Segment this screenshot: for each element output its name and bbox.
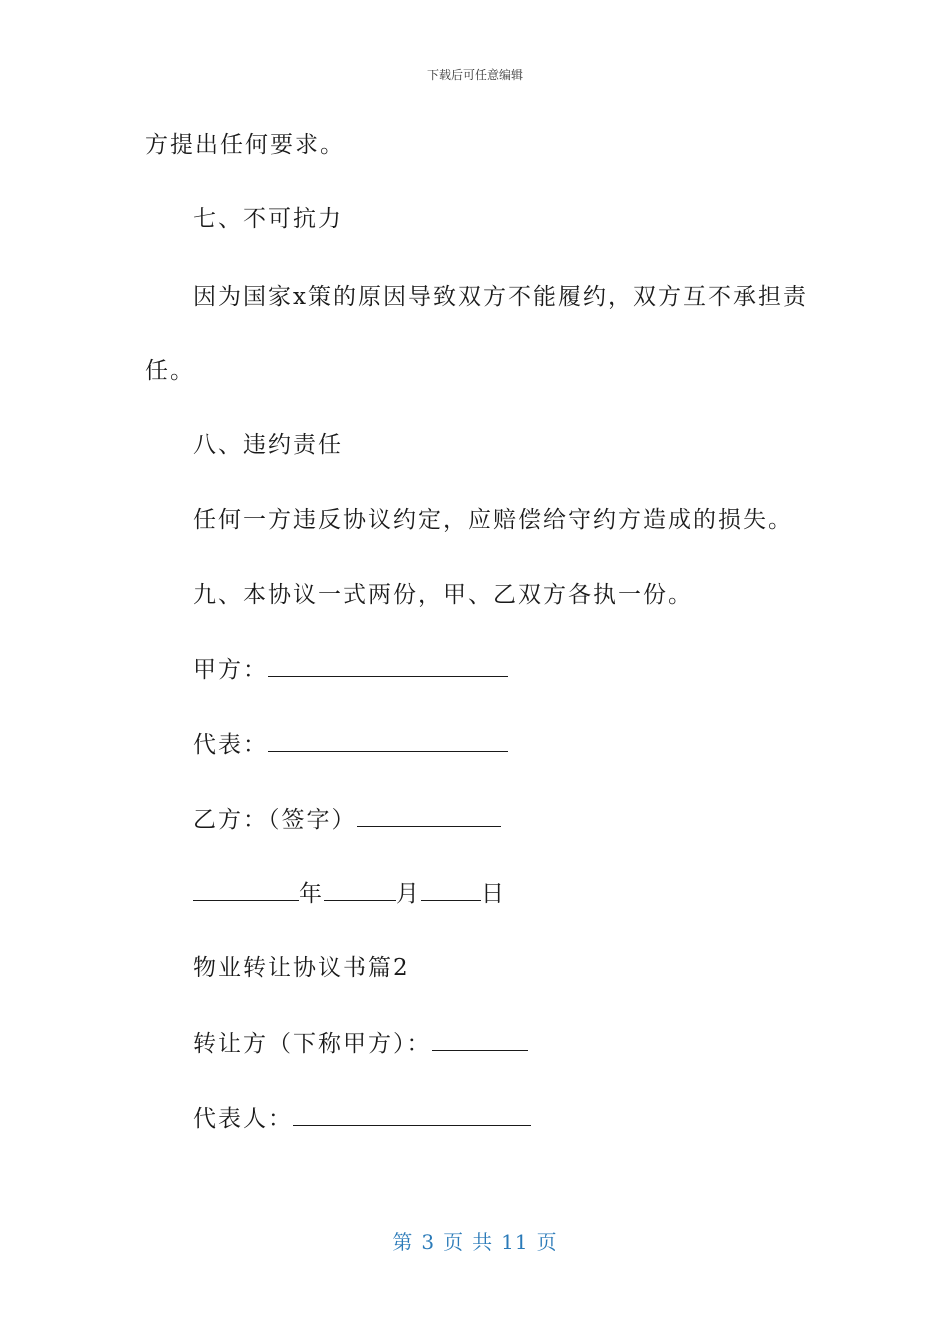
representative-signature-row (193, 729, 508, 760)
page-number: 3 (421, 1230, 436, 1254)
section-heading-force-majeure: 七、不可抗力 (193, 206, 343, 232)
paragraph-line: 九、本协议一式两份，甲、乙双方各执一份。 (193, 582, 693, 608)
party-b-blank[interactable] (357, 804, 501, 827)
page-footer (0, 1226, 950, 1255)
representative-blank[interactable] (268, 729, 508, 752)
page-unit: 页 (443, 1230, 465, 1254)
transferor-blank[interactable] (432, 1028, 528, 1051)
party-a-blank[interactable] (268, 654, 508, 677)
day-label: 日 (481, 881, 506, 907)
representative2-row (193, 1103, 531, 1134)
total-unit: 页 (536, 1230, 558, 1254)
year-blank[interactable] (193, 878, 299, 901)
month-blank[interactable] (324, 878, 396, 901)
total-label: 共 (472, 1230, 494, 1254)
party-b-signature-row (193, 804, 501, 835)
representative2-blank[interactable] (293, 1103, 531, 1126)
page-header-note: 下载后可任意编辑 (426, 68, 523, 82)
representative2-label: 代表人： (193, 1106, 293, 1132)
party-b-label: 乙方：（签字） (193, 807, 357, 833)
representative-label: 代表： (193, 732, 268, 758)
party-a-label: 甲方： (193, 657, 268, 683)
party-a-signature-row (193, 654, 508, 685)
paragraph-line: 方提出任何要求。 (145, 132, 345, 158)
paragraph-line: 任何一方违反协议约定，应赔偿给守约方造成的损失。 (193, 507, 793, 533)
paragraph-line: 任。 (145, 358, 195, 384)
total-pages: 11 (501, 1230, 529, 1254)
year-label: 年 (299, 881, 324, 907)
day-blank[interactable] (421, 878, 481, 901)
section-title-2: 物业转让协议书篇2 (193, 955, 410, 981)
month-label: 月 (396, 881, 421, 907)
transferor-label: 转让方（下称甲方）： (193, 1031, 432, 1057)
section-heading-liability: 八、违约责任 (193, 432, 343, 458)
date-row (193, 878, 506, 909)
transferor-row (193, 1028, 528, 1059)
page-label: 第 (392, 1230, 414, 1254)
paragraph-line: 因为国家x策的原因导致双方不能履约，双方互不承担责 (193, 284, 808, 310)
